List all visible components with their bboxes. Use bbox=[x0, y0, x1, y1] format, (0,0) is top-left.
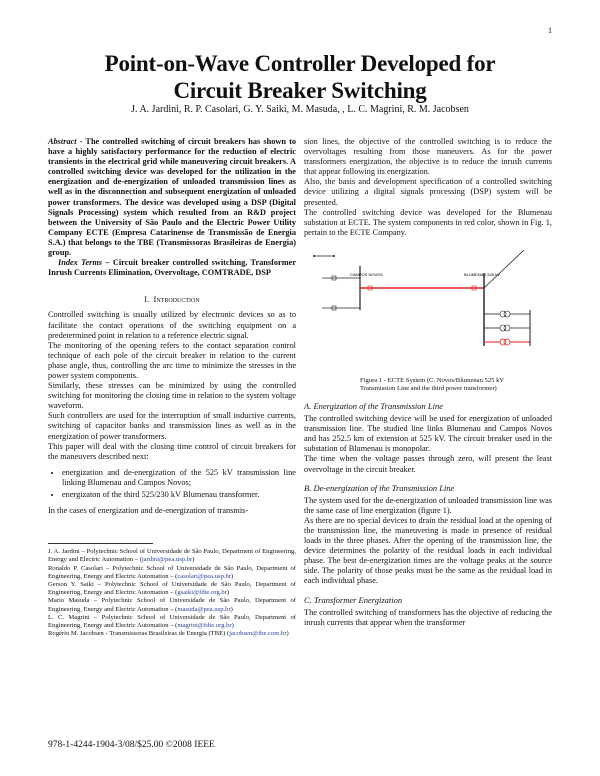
list-item: • energization and de-energization of the 525 kV transmission line linking Blumenau and Campos Novos; bbox=[62, 468, 296, 488]
right-column bbox=[304, 137, 552, 628]
email-link[interactable]: masuda@pea.usp.br bbox=[177, 605, 231, 613]
campos-novos-label: CAMPOS NOVOS bbox=[350, 271, 383, 277]
footnote: Rogério M. Jacobsen - Transmissoras Brasileiras de Energia (TBE) (jacobsen@tbe.com.br) bbox=[48, 630, 289, 638]
intro-paragraph-3: Similarly, these stresses can be minimized by using the controlled switching for monitoring the closing time in relation to the system voltage waveform. bbox=[48, 381, 296, 411]
intro-paragraph-5: This paper will deal with the closing time control of circuit breakers for the maneuvers described next: bbox=[48, 441, 296, 461]
third-transformer-icon bbox=[504, 339, 510, 345]
subsection-heading-c: C. Transformer Energization bbox=[304, 594, 403, 605]
maneuver-list bbox=[48, 468, 296, 500]
abstract bbox=[48, 137, 296, 258]
footnote: Ronaldo P. Casolari – Polytechnic School of Universidade de São Paulo, Department of Engineering, Energy and Electric Automation – (casolari@pea.usp.br) bbox=[48, 564, 296, 580]
paper-title bbox=[0, 50, 600, 104]
outgoing-line bbox=[484, 250, 524, 288]
subsection-heading-b: B. De-energization of the Transmission Line bbox=[304, 482, 455, 493]
transformer-icon bbox=[504, 325, 510, 331]
intro-paragraph-4: Such controllers are used for the interruption of small inductive currents, switching of capacitor banks and transmission lines as well as in the energization of power transformers. bbox=[48, 411, 296, 441]
section-number: I. bbox=[144, 294, 150, 305]
index-terms bbox=[48, 258, 296, 278]
subsection-a-paragraph-2: The time when the voltage passes through zero, will present the least overvoltage in the circuit breaker. bbox=[304, 454, 552, 474]
page-number: 1 bbox=[548, 26, 552, 35]
index-terms-text: – Circuit breaker controlled switching, Transformer Inrush Currents Elimination, Overvoltage, COMTRADE, DSP bbox=[48, 258, 296, 278]
footnote: Gerson Y. Saiki – Polytechnic School of Universidade de São Paulo, Department of Engineering, Energy and Electric Automation – (gsaiki@fdte.org.br) bbox=[48, 581, 296, 597]
abstract-text: - The controlled switching of circuit breakers has shown to have a highly satisfactory performance for the reduction of electric transients in the electrical grid while maneuvering circuit breakers. A controlled switching device was developed for the utilization in the energization and de-energization of unloaded transmission lines as well as in the disconnection and subsequent energization of unloaded power transformers. The device was developed using a DSP (Digital Signals Processing) system which resulted from an R&D project between the University of São Paulo and the Electric Power Utility Company ECTE (Empresa Catarinense de Transmissão de Energia S.A.) that belongs to the TBE (Transmissoras Brasileiras de Energia) group. bbox=[48, 137, 296, 258]
ecte-system-diagram bbox=[304, 248, 552, 373]
footnote: J. A. Jardini – Polytechnic School of Universidade de São Paulo, Department of Engineering, Energy and Electric Automation – (jardini@pea.usp.br) bbox=[48, 548, 296, 564]
footnote: L. C. Magrini – Polytechnic School of Universidade de São Paulo, Department of Engineering, Energy and Electric Automation – (magrini@fdte.org.br) bbox=[48, 613, 296, 630]
right-paragraph-3: The controlled switching device was developed for the Blumenau substation at ECTE. The system components in red color, shown in Fig. 1, pertain to the ECTE Company. bbox=[304, 207, 552, 237]
figure-1-single-line-diagram bbox=[304, 248, 552, 373]
isbn-copyright: 978-1-4244-1904-3/08/$25.00 ©2008 IEEE bbox=[48, 740, 215, 750]
email-link[interactable]: magrini@fdte.org.br bbox=[177, 622, 232, 630]
intro-paragraph-1: Controlled switching is usually utilized by electronic devices so as to facilitate the contact operations of the switching equipment on a predetermined point in relation to a reference electric signal. bbox=[48, 310, 296, 340]
right-paragraph-2: Also, the basis and development specification of a controlled switching device utilizing a digital signals processing (DSP) system will be presented. bbox=[304, 177, 552, 207]
subsection-a-paragraph-1: The controlled switching device will be used for energization of unloaded transmission line. The studied line links Blumenau and Campos Novos and has 252.5 km of extension at 525 kV. The circuit breaker used in the substation of Blumenau is monopolar. bbox=[304, 414, 552, 454]
section-heading-introduction bbox=[48, 294, 296, 304]
title-line-1: Point-on-Wave Controller Developed for bbox=[104, 51, 496, 76]
subsection-b-paragraph-2: As there are no special devices to drain the residual load at the opening of the transmission line, the maneuvering is made in presence of residual loads in the three phases. After the opening of the transmission line, the device determines the polarity of the residual loads in each individual phase. The best de-energization times are the voltage peaks at the source side. The polarity of those peaks must be the same as the residual load in each individual phase. bbox=[304, 515, 552, 586]
title-line-2: Circuit Breaker Switching bbox=[173, 78, 427, 103]
email-link[interactable]: jacobsen@tbe.com.br bbox=[229, 630, 287, 638]
abstract-label: Abstract bbox=[48, 137, 77, 146]
blumenau-label: BLUMENAU 525 kV bbox=[464, 271, 500, 277]
email-link[interactable]: casolari@pea.usp.br bbox=[177, 572, 232, 580]
email-link[interactable]: jardini@pea.usp.br bbox=[141, 556, 193, 564]
list-item: • energizaton of the third 525/230 kV Blumenau transformer. bbox=[62, 490, 296, 500]
intro-paragraph-6: In the cases of energization and de-energization of transmis- bbox=[48, 506, 249, 516]
transformer-icon bbox=[504, 311, 510, 317]
intro-paragraph-2: The monitoring of the opening refers to the contact separation control technique of each pole of the circuit breaker in relation to the current phase angle, thus, controlling the arc time to minimize the stresses in the power system components. bbox=[48, 340, 296, 380]
section-title: Introduction bbox=[153, 294, 200, 305]
left-column bbox=[48, 137, 296, 638]
footnote: Mario Masuda – Polytechnic School of Universidade de São Paulo, Department of Engineering, Energy and Electric Automation – (masuda@pea.usp.br) bbox=[48, 597, 296, 613]
index-terms-label: Index Terms bbox=[57, 258, 103, 268]
subsection-c-paragraph-1: The controlled switching of transformers has the objective of reducing the inrush currents that appear when the transformer bbox=[304, 607, 552, 627]
footnotes bbox=[48, 548, 296, 638]
author-list: J. A. Jardini, R. P. Casolari, G. Y. Saiki, M. Masuda, , L. C. Magrini, R. M. Jacobsen bbox=[131, 104, 469, 115]
footnote-divider bbox=[48, 543, 153, 544]
subsection-heading-a: A. Energization of the Transmission Line bbox=[304, 400, 444, 411]
subsection-b-paragraph-1: The system used for the de-energization of unloaded transmission line was the same case of line energization (figure 1). bbox=[304, 495, 552, 515]
right-paragraph-1: sion lines, the objective of the controlled switching is to reduce the overvoltages resulting from those maneuvers. As for the power transformers energization, the objective is to reduce the inrush currents that appear following its energization. bbox=[304, 137, 552, 177]
figure-1-caption: Figura 1 - ECTE System (C. Novos/Blumenau 525 kV Transmission Line and the third power transformer) bbox=[360, 376, 505, 392]
email-link[interactable]: gsaiki@fdte.org.br bbox=[177, 589, 227, 597]
